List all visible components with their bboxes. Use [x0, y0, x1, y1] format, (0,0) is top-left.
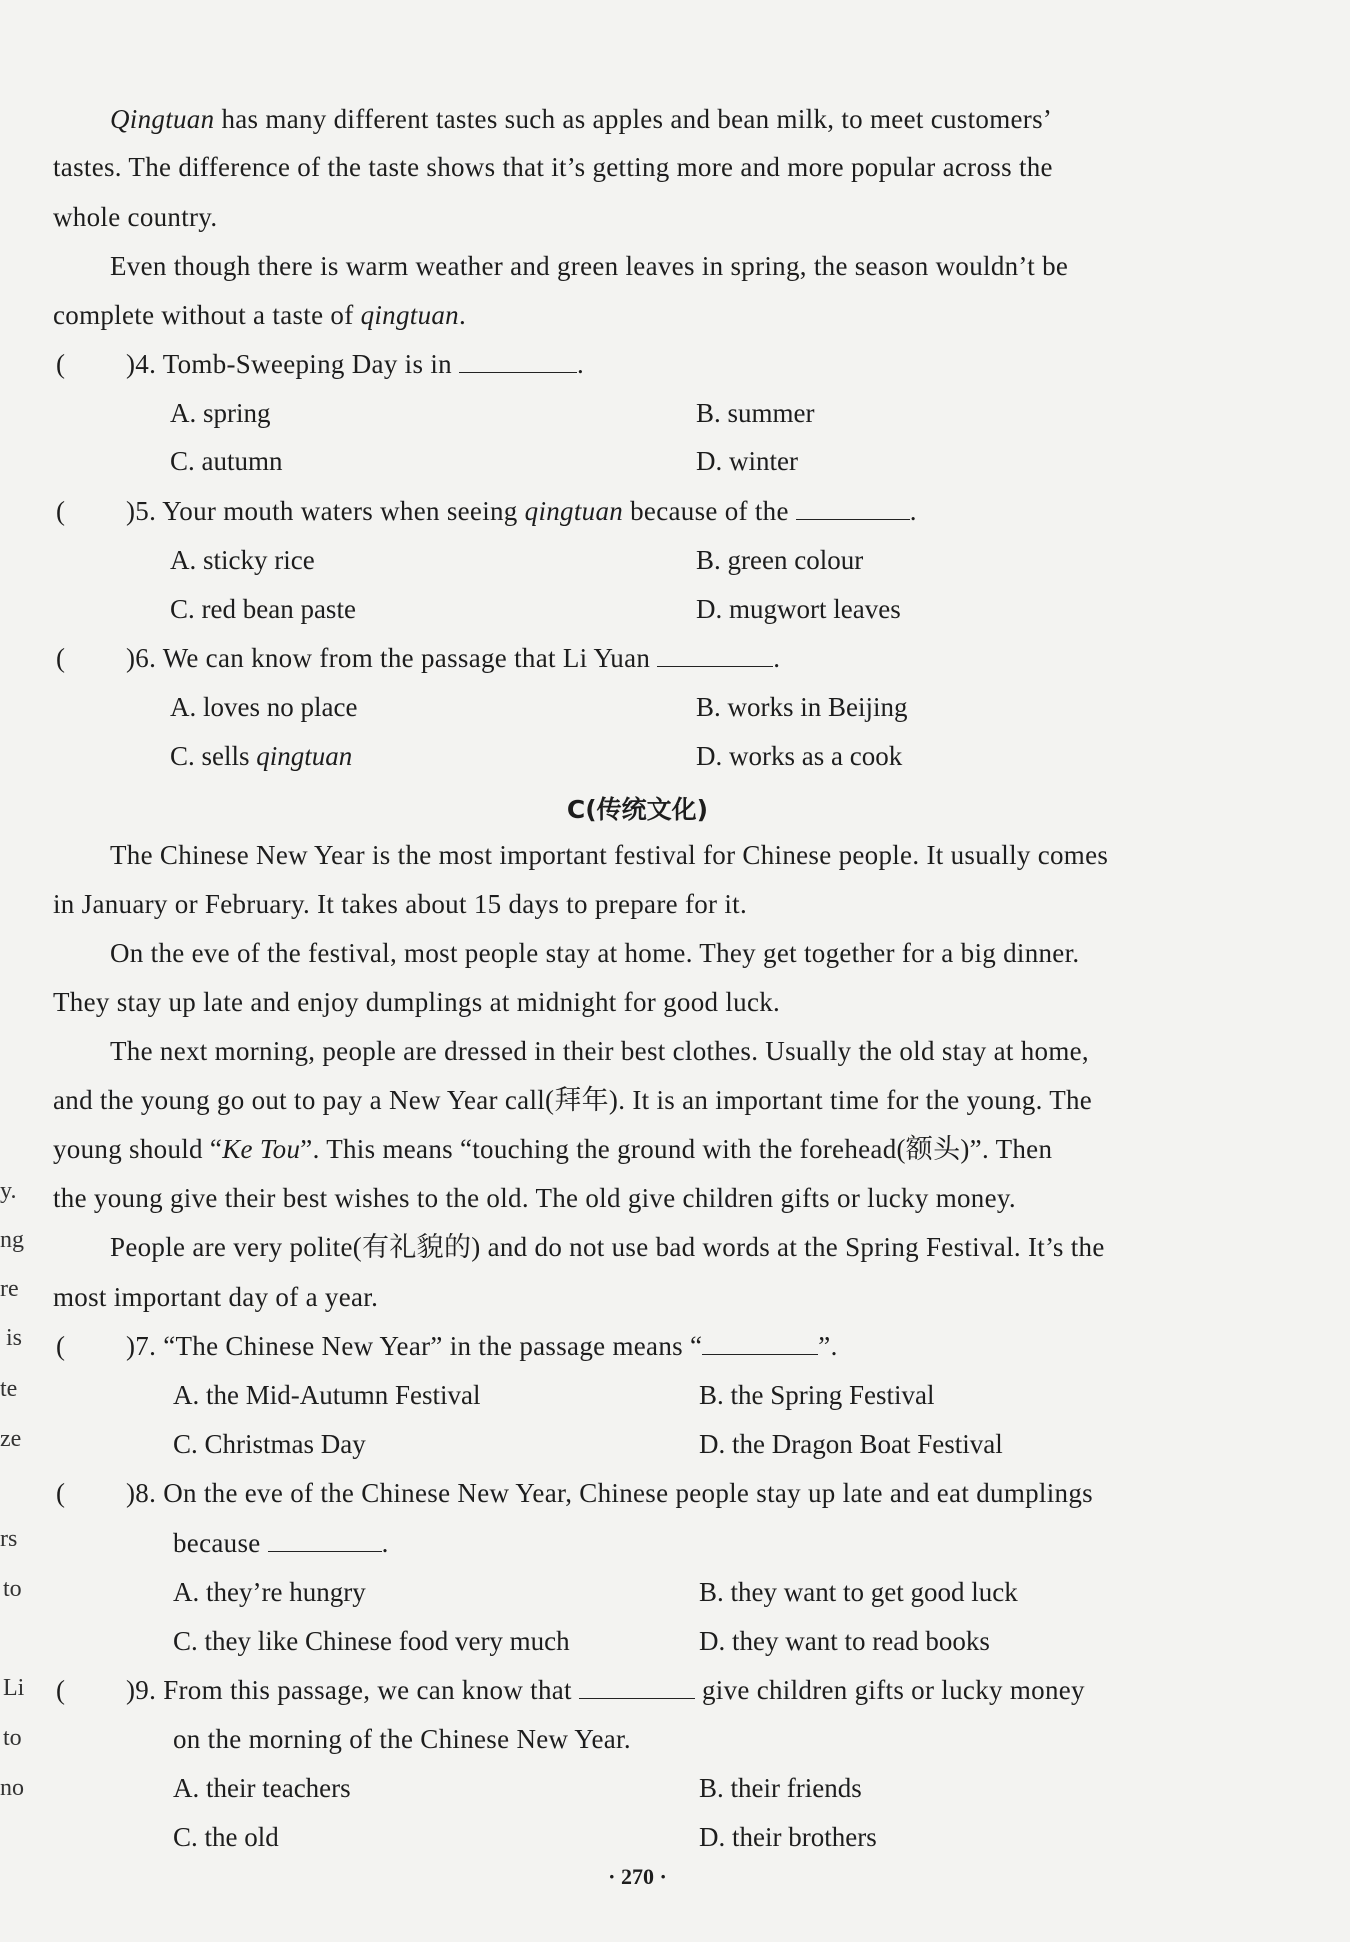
question-7: ( )7. “The Chinese New Year” in the passage means “ ”.: [56, 1331, 838, 1361]
option-9b: B. their friends: [699, 1773, 862, 1803]
passage-c-p4-line2: most important day of a year.: [53, 1282, 379, 1312]
option-6b: B. works in Beijing: [696, 692, 908, 722]
edge-fragment: ng: [0, 1227, 24, 1253]
edge-fragment: is: [6, 1325, 23, 1351]
passage-b-p1-line1: Qingtuan has many different tastes such as apples and bean milk, to meet customers’: [110, 104, 1053, 134]
option-4b: B. summer: [696, 398, 815, 428]
option-9a: A. their teachers: [173, 1773, 351, 1803]
passage-b-p2-line2: complete without a taste of qingtuan.: [53, 300, 467, 330]
option-4c: C. autumn: [170, 446, 283, 476]
option-5c: C. red bean paste: [170, 594, 356, 624]
question-5: ( )5. Your mouth waters when seeing qingtuan because of the .: [56, 496, 917, 526]
option-7b: B. the Spring Festival: [699, 1380, 935, 1410]
option-7c: C. Christmas Day: [173, 1429, 366, 1459]
edge-fragment: to: [3, 1576, 22, 1602]
option-7a: A. the Mid-Autumn Festival: [173, 1380, 481, 1410]
option-6d: D. works as a cook: [696, 741, 903, 771]
option-6a: A. loves no place: [170, 692, 358, 722]
question-8: ( )8. On the eve of the Chinese New Year, Chinese people stay up late and eat dumplings: [56, 1478, 1093, 1508]
passage-c-p3-line3: young should “Ke Tou”. This means “touching the ground with the forehead(额头)”. Then: [53, 1134, 1053, 1164]
passage-b-p2-line1: Even though there is warm weather and green leaves in spring, the season wouldn’t be: [110, 251, 1069, 281]
answer-blank: [657, 642, 773, 667]
edge-fragment: Li: [3, 1675, 25, 1701]
option-8c: C. they like Chinese food very much: [173, 1626, 570, 1656]
edge-fragment: no: [0, 1775, 24, 1801]
passage-c-p4-line1: People are very polite(有礼貌的) and do not use bad words at the Spring Festival. It’s the: [110, 1232, 1105, 1262]
passage-c-p3-line1: The next morning, people are dressed in their best clothes. Usually the old stay at home,: [110, 1036, 1089, 1066]
answer-blank: [702, 1330, 818, 1355]
option-8a: A. they’re hungry: [173, 1577, 366, 1607]
passage-c-p2-line2: They stay up late and enjoy dumplings at midnight for good luck.: [53, 987, 781, 1017]
question-6: ( )6. We can know from the passage that Li Yuan .: [56, 643, 781, 673]
option-8b: B. they want to get good luck: [699, 1577, 1018, 1607]
option-5b: B. green colour: [696, 545, 864, 575]
edge-fragment: te: [0, 1376, 18, 1402]
question-8-line2: because .: [173, 1528, 389, 1558]
passage-b-p1-line3: whole country.: [53, 202, 218, 232]
answer-blank: [459, 348, 577, 373]
question-9-line2: on the morning of the Chinese New Year.: [173, 1724, 631, 1754]
page-number: · 270 ·: [608, 1864, 667, 1889]
option-4d: D. winter: [696, 446, 798, 476]
edge-fragment: ze: [0, 1426, 22, 1452]
answer-blank: [268, 1527, 382, 1552]
edge-fragment: rs: [0, 1526, 18, 1552]
answer-blank: [796, 495, 910, 520]
question-9: ( )9. From this passage, we can know that give children gifts or lucky money: [56, 1675, 1085, 1705]
passage-c-p1-line2: in January or February. It takes about 15 days to prepare for it.: [53, 889, 748, 919]
option-8d: D. they want to read books: [699, 1626, 990, 1656]
answer-blank: [579, 1674, 695, 1699]
option-6c: C. sells qingtuan: [170, 741, 353, 771]
question-4: ( )4. Tomb-Sweeping Day is in .: [56, 349, 585, 379]
passage-b-p1-line2: tastes. The difference of the taste shows that it’s getting more and more popular across the: [53, 152, 1053, 182]
passage-c-p3-line4: the young give their best wishes to the old. The old give children gifts or lucky money.: [53, 1183, 1016, 1213]
option-9d: D. their brothers: [699, 1822, 877, 1852]
edge-fragment: re: [0, 1276, 19, 1302]
option-4a: A. spring: [170, 398, 271, 428]
option-5d: D. mugwort leaves: [696, 594, 901, 624]
passage-c-p1-line1: The Chinese New Year is the most important festival for Chinese people. It usually comes: [110, 840, 1109, 870]
passage-c-p2-line1: On the eve of the festival, most people stay at home. They get together for a big dinner.: [110, 938, 1080, 968]
section-c-heading: C(传统文化): [566, 795, 709, 824]
edge-fragment: to: [3, 1725, 22, 1751]
edge-fragment: y.: [0, 1178, 17, 1204]
option-5a: A. sticky rice: [170, 545, 315, 575]
option-7d: D. the Dragon Boat Festival: [699, 1429, 1003, 1459]
passage-c-p3-line2: and the young go out to pay a New Year call(拜年). It is an important time for the young. The: [53, 1085, 1093, 1115]
option-9c: C. the old: [173, 1822, 279, 1852]
